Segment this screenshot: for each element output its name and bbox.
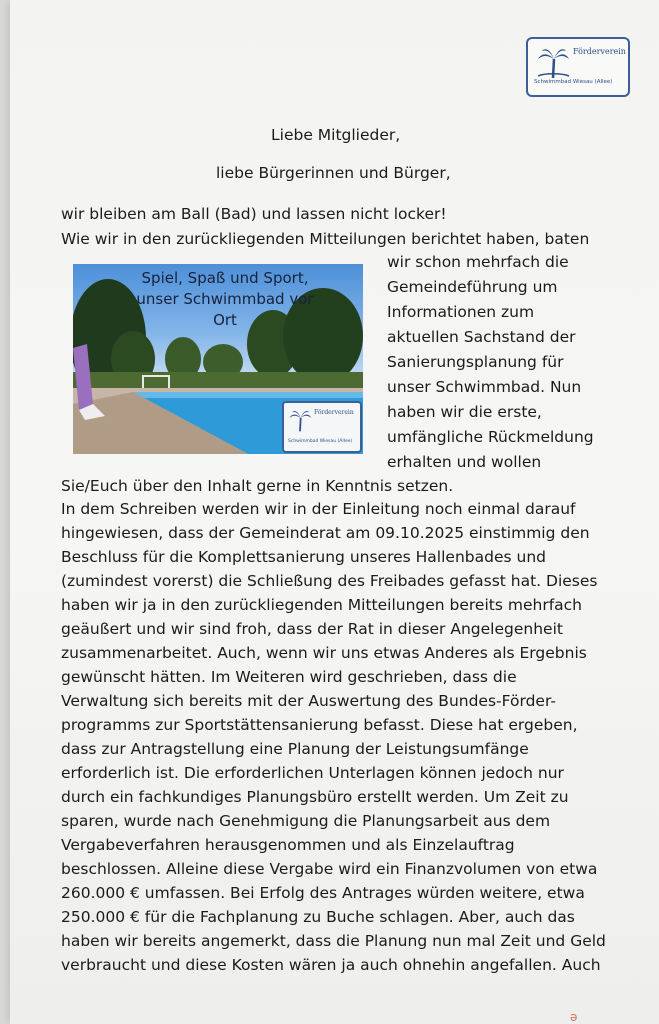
body-line: beschlossen. Alleine diese Vergabe wird ein Finanzvolumen von etwa (61, 860, 598, 878)
body-line: 260.000 € umfassen. Bei Erfolg des Antrages würden weitere, etwa (61, 884, 585, 902)
body-line: Verwaltung sich bereits mit der Auswertung des Bundes-Förder- (61, 692, 556, 710)
palm-tree-icon (288, 407, 312, 433)
photo-logo-title: Förderverein (314, 409, 354, 416)
body-line: wir bleiben am Ball (Bad) und lassen nicht locker! (61, 205, 447, 223)
photo-club-logo (282, 401, 362, 453)
body-line: dass zur Antragstellung eine Planung der Leistungsumfänge (61, 740, 529, 758)
greeting-line-1: Liebe Mitglieder, (271, 126, 401, 144)
body-line: aktuellen Sachstand der (387, 328, 576, 346)
body-line: haben wir die erste, (387, 403, 542, 421)
body-line: (zumindest vorerst) die Schließung des Freibades gefasst hat. Dieses (61, 572, 598, 590)
body-line: Informationen zum (387, 303, 535, 321)
body-line: erforderlich ist. Die erforderlichen Unterlagen können jedoch nur (61, 764, 564, 782)
palm-tree-icon (536, 45, 570, 79)
club-logo (526, 37, 630, 97)
body-line: wir schon mehrfach die (387, 253, 569, 271)
body-line: unser Schwimmbad. Nun (387, 378, 582, 396)
photo-caption-line-2: unser Schwimmbad vor (136, 290, 314, 308)
body-line: erhalten und wollen (387, 453, 542, 471)
photo-caption-line-3: Ort (213, 311, 237, 329)
body-line: Beschluss für die Komplettsanierung unseres Hallenbades und (61, 548, 546, 566)
body-line: umfängliche Rückmeldung (387, 428, 594, 446)
pen-mark: ə (570, 1010, 578, 1024)
pool-photo (73, 264, 363, 454)
greeting-line-2: liebe Bürgerinnen und Bürger, (216, 164, 451, 182)
photo-caption (105, 268, 345, 331)
body-line: Wie wir in den zurückliegenden Mitteilungen berichtet haben, baten (61, 230, 590, 248)
body-line: gewünscht hätten. Im Weiteren wird geschrieben, dass die (61, 668, 517, 686)
body-line: Sie/Euch über den Inhalt gerne in Kenntnis setzen. (61, 477, 454, 495)
logo-title: Förderverein (573, 47, 626, 56)
body-line: Sanierungsplanung für (387, 353, 564, 371)
photo-caption-line-1: Spiel, Spaß und Sport, (141, 269, 309, 287)
body-line: verbraucht und diese Kosten wären ja auch ohnehin angefallen. Auch (61, 956, 601, 974)
photo-logo-subtitle: Schwimmbad Wiesau (Allee) (288, 439, 353, 444)
body-line: Vergabeverfahren herausgenommen und als Einzelauftrag (61, 836, 515, 854)
body-line: In dem Schreiben werden wir in der Einleitung noch einmal darauf (61, 500, 576, 518)
body-line: haben wir bereits angemerkt, dass die Planung nun mal Zeit und Geld (61, 932, 606, 950)
body-line: zusammenarbeitet. Auch, wenn wir uns etwas Anderes als Ergebnis (61, 644, 587, 662)
body-line: haben wir ja in den zurückliegenden Mitteilungen bereits mehrfach (61, 596, 582, 614)
body-line: Gemeindeführung um (387, 278, 558, 296)
body-line: 250.000 € für die Fachplanung zu Buche schlagen. Aber, auch das (61, 908, 575, 926)
body-line: geäußert und wir sind froh, dass der Rat in dieser Angelegenheit (61, 620, 563, 638)
body-line: durch ein fachkundiges Planungsbüro erstellt werden. Um Zeit zu (61, 788, 569, 806)
body-line: hingewiesen, dass der Gemeinderat am 09.10.2025 einstimmig den (61, 524, 590, 542)
body-line: sparen, wurde nach Genehmigung die Planungsarbeit aus dem (61, 812, 551, 830)
body-line: programms zur Sportstättensanierung befasst. Diese hat ergeben, (61, 716, 578, 734)
logo-subtitle: Schwimmbad Wiesau (Allee) (534, 79, 613, 85)
